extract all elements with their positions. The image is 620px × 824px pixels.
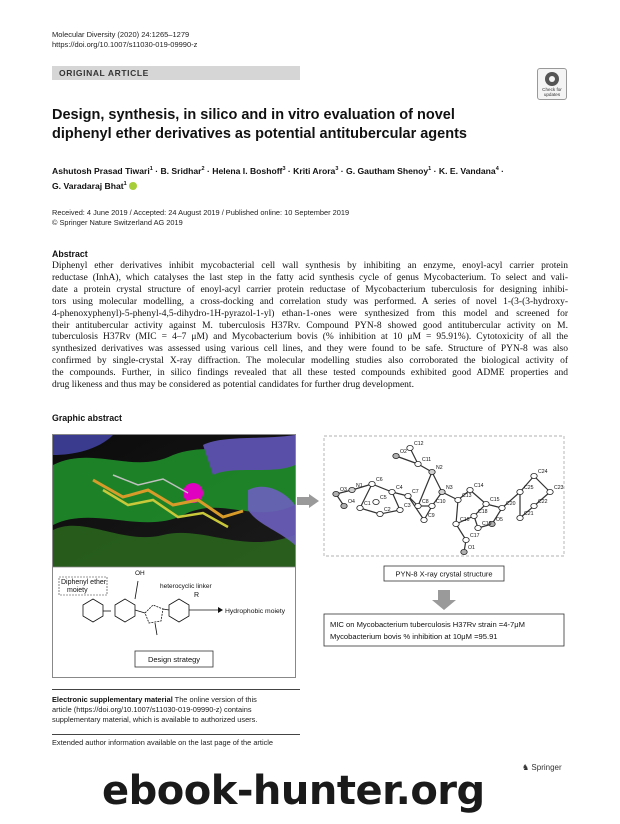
ortep-atom-label: C25 (524, 485, 534, 491)
author-separator: · (285, 165, 294, 176)
author-separator: · (431, 165, 439, 176)
ortep-atom-label: C15 (490, 497, 500, 503)
author-affiliation: 1 (149, 166, 153, 172)
ortep-atom (389, 489, 395, 494)
ortep-atom (429, 469, 435, 474)
graphic-abstract-heading: Graphic abstract (52, 413, 122, 423)
abstract-line: date a protein crystal structure of enoyl-acyl carrier protein reductase of Mycobacterium tuberculosis for designing inhibi- (52, 284, 568, 295)
author-affiliation: 3 (335, 166, 339, 172)
abstract-line: 4-phenoxyphenyl)-5-phenyl-4,5-dihydro-1H-pyrazol-1-yl) ethan-1-ones were synthesized from this model and screened for (52, 308, 568, 319)
ortep-atom-label: C3 (404, 503, 411, 509)
heterocyclic-linker-label: heterocyclic linker (160, 583, 212, 590)
ortep-atom (531, 503, 537, 508)
section-label: ORIGINAL ARTICLE (59, 68, 149, 78)
author-separator: · (152, 165, 161, 176)
springer-logo (522, 763, 562, 772)
ortep-atom (333, 491, 339, 496)
ortep-atom (467, 487, 473, 492)
author-name[interactable]: G. Varadaraj Bhat (52, 180, 124, 191)
abstract-line: Diphenyl ether derivatives inhibit mycobacterial cell wall synthesis by inhibiting an enzyme, enoyl-acyl carrier protein (52, 261, 568, 271)
ortep-atom (531, 473, 537, 478)
ortep-atom (373, 499, 379, 504)
extended-info-rule (52, 734, 300, 735)
ortep-atom-label: C11 (422, 457, 432, 463)
ortep-atom (439, 489, 445, 494)
ortep-atom-label: O5 (496, 517, 503, 523)
ortep-atom-label: C14 (474, 483, 484, 489)
supplementary-material-note (52, 695, 300, 725)
esm-text-3: ) contains (219, 705, 252, 714)
esm-heading: Electronic supplementary material (52, 695, 173, 704)
crystal-structure-figure (320, 434, 568, 676)
crystal-caption: PYN-8 X-ray crystal structure (395, 569, 493, 579)
ortep-atom-label: C24 (538, 469, 548, 475)
springer-horse-icon: ♞ (522, 763, 532, 772)
abstract-heading: Abstract (52, 249, 88, 259)
ortep-atom (455, 497, 461, 502)
abstract-line: synthesized derivatives was assessed using various cell lines, and they were found to be safe. Structure of PYN-8 was also (52, 344, 568, 355)
author-name[interactable]: B. Sridhar (160, 165, 202, 176)
ortep-atom-label: O1 (468, 545, 475, 551)
mic-line-2: Mycobacterium bovis % inhibition at 10μM =95.91 (330, 632, 498, 641)
orcid-icon[interactable] (129, 182, 137, 190)
ortep-atom-label: C21 (524, 511, 534, 517)
ortep-atom (499, 505, 505, 510)
abstract-line: their antitubercular activity against M. tuberculosis H37Rv. Compound PYN-8 showed good antitubercular activity on M. (52, 320, 568, 331)
ortep-atom-label: C22 (538, 499, 548, 505)
abstract-line: reductase (InhA), which catalyses the last step in the fatty acid synthesis cycle of genus Mycobacterium. To select and vali- (52, 272, 568, 283)
ortep-atom-label: C17 (470, 533, 480, 539)
author-separator: · (338, 165, 347, 176)
author-affiliation: 1 (428, 166, 432, 172)
ortep-atom-label: C12 (414, 441, 424, 447)
esm-link[interactable]: https://doi.org/10.1007/s11030-019-09990-z (76, 705, 220, 714)
ortep-atom (393, 453, 399, 458)
ortep-atom (357, 505, 363, 510)
ortep-atom (369, 481, 375, 486)
ortep-atom (463, 537, 469, 542)
ortep-atom-label: C7 (412, 489, 419, 495)
ortep-atom (461, 549, 467, 554)
author-list (52, 163, 582, 193)
journal-citation: Molecular Diversity (2020) 24:1265–1279 (52, 30, 190, 39)
author-separator: · (204, 165, 213, 176)
extended-author-info: Extended author information available on the last page of the article (52, 738, 274, 747)
ortep-atom-label: O4 (348, 499, 355, 505)
ortep-atom-label: C8 (422, 499, 429, 505)
footnote-rule (52, 689, 300, 690)
section-label-bar (52, 66, 300, 80)
mic-results-box (324, 614, 564, 646)
author-name[interactable]: Ashutosh Prasad Tiwari (52, 165, 150, 176)
oh-label: OH (135, 570, 145, 577)
dates-line: Received: 4 June 2019 / Accepted: 24 August 2019 / Published online: 10 September 2019 (52, 208, 350, 217)
diphenyl-ether-label-2: moiety (67, 587, 88, 594)
ortep-atom (453, 521, 459, 526)
ortep-atom-label: C10 (436, 499, 446, 505)
check-updates-label: Check for updates (542, 87, 562, 97)
ortep-atom (475, 525, 481, 530)
ortep-atom (349, 487, 355, 492)
r-group-label: R (194, 592, 200, 599)
ortep-atom-label: C19 (482, 521, 492, 527)
graphic-abstract-results-panel (320, 434, 568, 676)
ortep-atom (517, 489, 523, 494)
flow-arrow-right-shape (297, 494, 319, 508)
journal-doi[interactable]: https://doi.org/10.1007/s11030-019-09990-z (52, 40, 198, 49)
ortep-atom (517, 515, 523, 520)
ortep-atom-label: C13 (462, 493, 472, 499)
springer-label: Springer (531, 763, 562, 772)
ortep-atom-label: C6 (376, 477, 383, 483)
author-name[interactable]: K. E. Vandana (438, 165, 496, 176)
author-separator: · (498, 165, 505, 176)
docking-and-design-figure (53, 435, 295, 677)
esm-text-4: supplementary material, which is available to authorized users. (52, 715, 258, 724)
author-name[interactable]: Helena I. Boshoff (212, 165, 283, 176)
ortep-atom (421, 517, 427, 522)
ortep-atom-label: C16 (460, 517, 470, 523)
ortep-atom (415, 461, 421, 466)
ortep-atom-label: C5 (380, 495, 387, 501)
ortep-atom (377, 511, 383, 516)
esm-text-1: The online version of this (172, 695, 257, 704)
ortep-atom-label: C20 (506, 501, 516, 507)
abstract-line: the compounds. Further, in silico findings revealed that all these tested compounds exhibited good ADME properties and (52, 368, 568, 379)
esm-text-2: article ( (52, 705, 77, 714)
ortep-atom-label: N1 (356, 483, 363, 489)
ortep-atom (547, 489, 553, 494)
ortep-atom (415, 503, 421, 508)
ortep-atom-label: C4 (396, 485, 403, 491)
abstract-line: drug likeness and thus may be considered as potential candidates for further drug development. (52, 380, 414, 391)
ortep-atom (483, 501, 489, 506)
abstract-text (52, 261, 568, 392)
ortep-atom (341, 503, 347, 508)
ortep-atom-label: C1 (364, 501, 371, 507)
ortep-atom (405, 493, 411, 498)
abstract-line: confirmed by single-crystal X-ray diffraction. The molecular modelling studies also corroborated the biological activity of (52, 356, 568, 367)
journal-header (52, 30, 197, 50)
flow-arrow-right (297, 494, 319, 508)
design-strategy-label: Design strategy (147, 655, 201, 664)
copyright-line: © Springer Nature Switzerland AG 2019 (52, 218, 183, 227)
author-affiliation: 4 (495, 166, 499, 172)
ortep-atom-label: N3 (446, 485, 453, 491)
ortep-atom (429, 503, 435, 508)
mic-line-1: MIC on Mycobacterium tuberculosis H37Rv strain =4-7μM (330, 620, 525, 629)
crystal-frame (324, 436, 564, 556)
author-name[interactable]: G. Gautham Shenoy (346, 165, 429, 176)
diphenyl-ether-label: Diphenyl ether (61, 579, 107, 586)
hydrophobic-moiety-label: Hydrophobic moiety (225, 608, 286, 615)
ortep-atom-label: C9 (428, 513, 435, 519)
author-affiliation: 1 (123, 180, 127, 187)
flow-arrow-down (432, 590, 456, 610)
publication-dates (52, 208, 349, 228)
ortep-atom (407, 445, 413, 450)
graphic-abstract-design-panel (52, 434, 296, 678)
ortep-atom-label: O2 (400, 449, 407, 455)
check-for-updates-badge[interactable] (537, 68, 567, 100)
ortep-atom-label: O3 (340, 487, 347, 493)
author-name[interactable]: Kriti Arora (293, 165, 336, 176)
article-title: Design, synthesis, in silico and in vitro evaluation of novel diphenyl ether derivatives as potential antitubercular agents (52, 107, 467, 142)
ortep-atom-label: C18 (478, 509, 488, 515)
watermark: ebook-hunter.org (102, 768, 485, 814)
ortep-atom-label: N2 (436, 465, 443, 471)
abstract-line: tors using molecular modelling, a cross-docking and correlation study was performed. A series of novel 1-(3-(3-hydroxy- (52, 296, 568, 307)
ortep-atom-label: C2 (384, 507, 391, 513)
author-affiliation: 2 (201, 166, 205, 172)
abstract-line: tuberculosis H37Rv (MIC = 4–7 μM) and Mycobacterium bovis (% inhibition at 10 μM = 95.91%). Cytotoxicity of all the (52, 332, 568, 343)
author-affiliation: 3 (282, 166, 286, 172)
ortep-atom (397, 507, 403, 512)
ortep-atom (471, 513, 477, 518)
ortep-atom-label: C23 (554, 485, 564, 491)
check-updates-icon (545, 72, 559, 86)
